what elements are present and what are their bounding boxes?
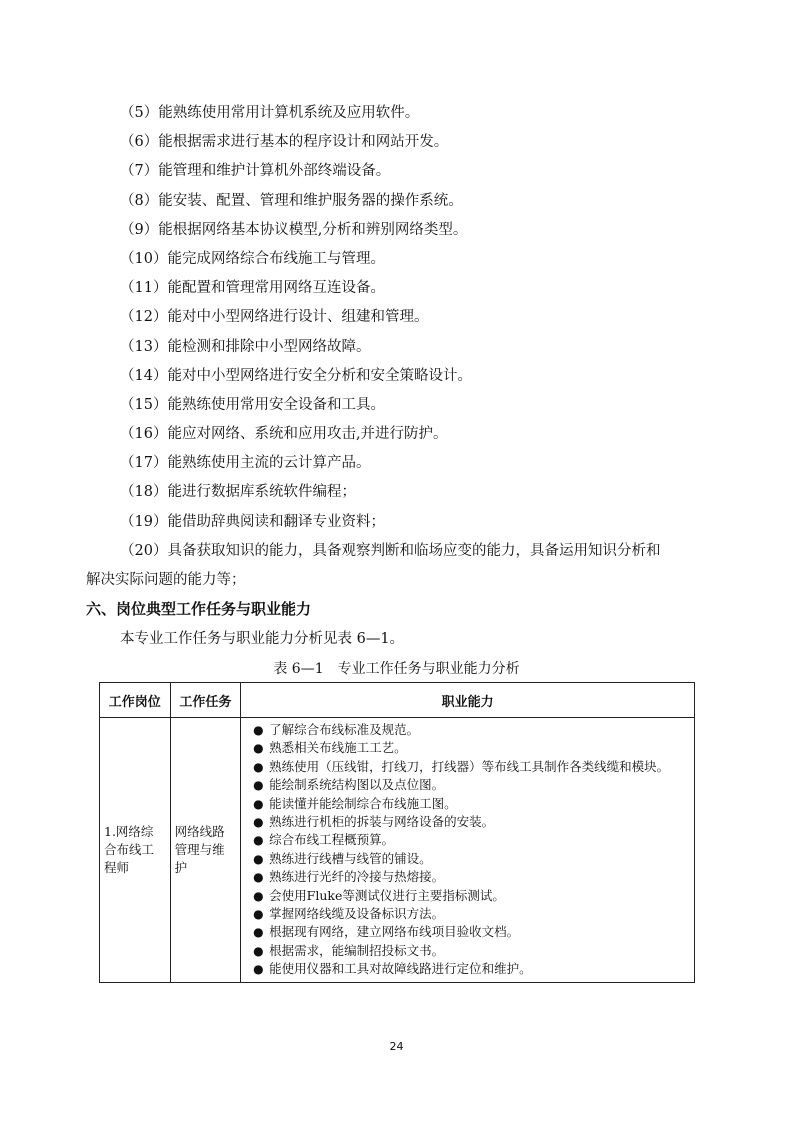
bullet-icon: ● [253, 943, 264, 958]
ability-text: 能绘制系统结构图以及点位图。 [269, 777, 445, 793]
ability-text: 能读懂并能绘制综合布线施工图。 [269, 795, 457, 811]
ability-list [86, 99, 711, 595]
table-row [100, 718, 695, 983]
list-item: （6）能根据需求进行基本的程序设计和网站开发。 [120, 134, 449, 151]
ability-text: 综合布线工程概预算。 [269, 832, 395, 848]
list-item: （15）能熟练使用常用安全设备和工具。 [120, 396, 385, 413]
list-item: （9）能根据网络基本协议模型,分析和辨别网络类型。 [120, 221, 468, 238]
ability-item [253, 850, 684, 868]
ability-item [253, 887, 684, 905]
ability-table [99, 682, 695, 983]
ability-text: 掌握网络线缆及设备标识方法。 [269, 906, 445, 922]
list-item-20-line2: 解决实际问题的能力等； [86, 572, 246, 588]
cell-position: 1.网络综合布线工程师 [100, 718, 171, 983]
list-item: （17）能熟练使用主流的云计算产品。 [120, 455, 371, 472]
intro-paragraph: 本专业工作任务与职业能力分析见表 6—1。 [120, 631, 405, 647]
list-item: （14）能对中小型网络进行安全分析和安全策略设计。 [120, 367, 472, 384]
ability-item [253, 758, 684, 776]
table-header-row [100, 683, 695, 718]
bullet-icon: ● [253, 796, 264, 811]
ability-item [253, 942, 684, 960]
list-item: （12）能对中小型网络进行设计、组建和管理。 [120, 309, 429, 326]
abilities-list [245, 721, 690, 979]
list-item: （16）能应对网络、系统和应用攻击,并进行防护。 [120, 426, 448, 443]
ability-item [253, 813, 684, 831]
ability-text: 熟练使用（压线钳，打线刀，打线器）等布线工具制作各类线缆和模块。 [269, 758, 670, 774]
ability-text: 熟悉相关布线施工工艺。 [269, 740, 407, 756]
list-item: （19）能借助辞典阅读和翻译专业资料； [120, 513, 385, 530]
table-caption: 表 6—1 专业工作任务与职业能力分析 [273, 661, 520, 677]
cell-abilities [241, 718, 695, 983]
bullet-icon: ● [253, 815, 264, 830]
list-item: （7）能管理和维护计算机外部终端设备。 [120, 163, 391, 180]
bullet-icon: ● [253, 907, 264, 922]
list-item: （18）能进行数据库系统软件编程； [120, 484, 356, 501]
ability-item [253, 776, 684, 794]
bullet-icon: ● [253, 962, 264, 977]
bullet-icon: ● [253, 870, 264, 885]
bullet-icon: ● [253, 925, 264, 940]
list-item-20-line1: （20）具备获取知识的能力，具备观察判断和临场应变的能力，具备运用知识分析和 [120, 542, 661, 559]
ability-item [253, 739, 684, 757]
bullet-icon: ● [253, 888, 264, 903]
list-item: （13）能检测和排除中小型网络故障。 [120, 338, 371, 355]
header-task: 工作任务 [170, 683, 241, 718]
bullet-icon: ● [253, 851, 264, 866]
section-heading: 六、岗位典型工作任务与职业能力 [86, 600, 312, 618]
ability-item [253, 960, 684, 978]
ability-text: 熟练进行线槽与线管的铺设。 [269, 850, 432, 866]
ability-item [253, 905, 684, 923]
bullet-icon: ● [253, 741, 264, 756]
ability-text: 会使用Fluke等测试仪进行主要指标测试。 [269, 887, 505, 903]
list-item: （11）能配置和管理常用网络互连设备。 [120, 280, 385, 297]
header-abilities: 职业能力 [241, 683, 695, 718]
ability-text: 根据现有网络，建立网络布线项目验收文档。 [269, 924, 520, 940]
ability-text: 了解综合布线标准及规范。 [269, 722, 420, 737]
bullet-icon: ● [253, 759, 264, 774]
bullet-icon: ● [253, 778, 264, 793]
page-number: 24 [389, 1040, 404, 1053]
ability-text: 熟练进行机柜的拆装与网络设备的安装。 [269, 814, 495, 830]
ability-item [253, 868, 684, 886]
ability-item [253, 795, 684, 813]
bullet-icon: ● [253, 723, 264, 737]
cell-task: 网络线路管理与维护 [170, 718, 241, 983]
ability-text: 根据需求，能编制招投标文书。 [269, 942, 445, 958]
list-item: （5）能熟练使用常用计算机系统及应用软件。 [120, 105, 420, 121]
ability-item [253, 923, 684, 941]
ability-item [253, 721, 684, 739]
header-position: 工作岗位 [100, 683, 171, 718]
ability-text: 熟练进行光纤的冷接与热熔接。 [269, 869, 445, 885]
list-item: （10）能完成网络综合布线施工与管理。 [120, 250, 385, 267]
ability-item [253, 831, 684, 849]
ability-text: 能使用仪器和工具对故障线路进行定位和维护。 [269, 961, 532, 977]
bullet-icon: ● [253, 833, 264, 848]
list-item: （8）能安装、配置、管理和维护服务器的操作系统。 [120, 192, 463, 209]
